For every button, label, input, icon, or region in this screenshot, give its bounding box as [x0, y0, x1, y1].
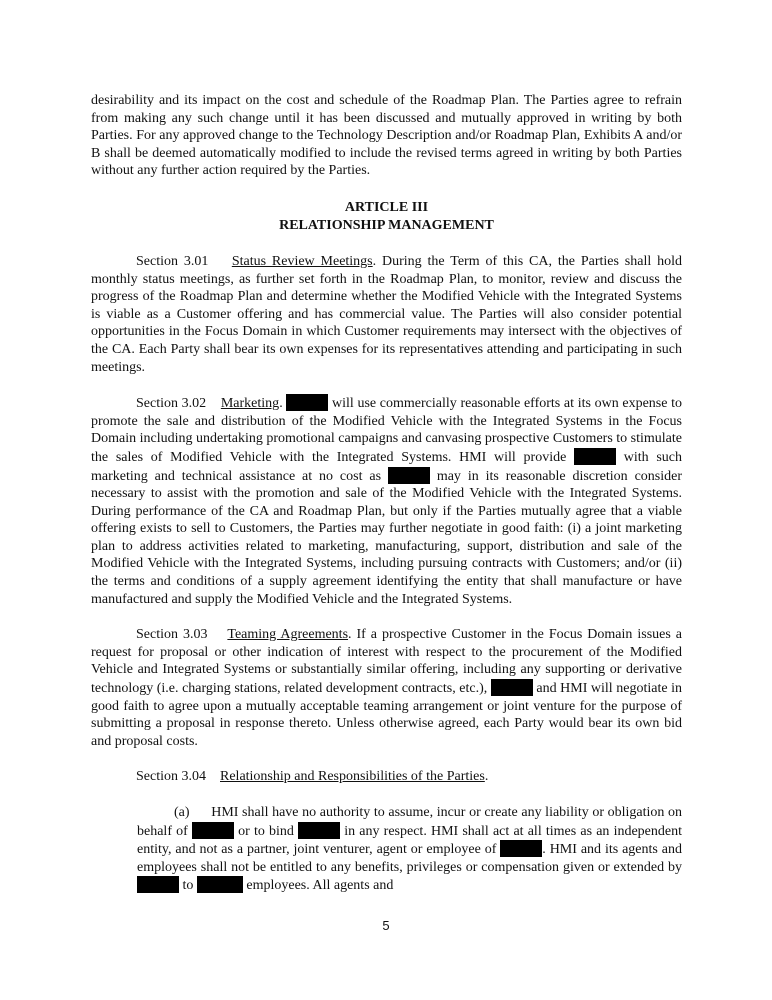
- section-3-02-text-3: with such marketing and technical assistance at no cost as: [91, 449, 682, 484]
- redaction-box: [500, 840, 542, 857]
- section-3-04-label: Section 3.04: [136, 769, 206, 785]
- section-3-04-a-text-6: employees. All agents and: [242, 878, 394, 894]
- section-3-02-title: Marketing: [220, 396, 280, 412]
- section-3-04-a-label: (a): [174, 805, 190, 820]
- section-3-04: [91, 768, 682, 786]
- section-3-01: [91, 253, 682, 376]
- redaction-box: [491, 679, 533, 696]
- section-3-01-title: Status Review Meetings: [231, 253, 373, 269]
- section-3-03: [91, 626, 682, 750]
- section-3-02-text-1: .: [279, 396, 287, 412]
- section-3-04-a-text-1: HMI shall have no authority to assume, incur or create any liability or obligation on behalf of: [137, 805, 682, 839]
- redaction-box: [574, 448, 616, 465]
- section-3-02-text-2: will use commercially reasonable efforts at its own expense to promote the sale and distribution of the Modified Vehicle with the Integrated Systems in the Focus Domain including undertaking promotional campaigns and canvasing prospective Customers to stimulate the sales of Modified Vehicle with the Integrated Systems. HMI will provide: [91, 396, 683, 465]
- section-3-01-text: . During the Term of this CA, the Parties shall hold monthly status meetings, as further set forth in the Roadmap Plan, to monitor, review and discuss the progress of the Roadmap Plan and determine whether the Modified Vehicle with the Integrated Systems is viable as a Customer offering and has commercial value. The Parties will also consider potential opportunities in the Focus Domain in which Customer requirements may intersect with the objectives of the CA. Each Party shall bear its own expenses for its representatives attending and participating in such meetings.: [91, 253, 682, 375]
- article-number: ARTICLE III: [344, 199, 429, 215]
- redaction-box: [286, 394, 328, 411]
- section-3-04-a: [137, 804, 682, 895]
- redaction-box: [192, 822, 234, 839]
- section-3-03-text-2: and HMI will negotiate in good faith to agree upon a mutually acceptable teaming arrangement or joint venture for the purpose of submitting a proposal in response thereto. Unless otherwise agreed, each Party would bear its own bid and proposal costs.: [91, 681, 682, 749]
- section-3-04-title: Relationship and Responsibilities of the Parties: [220, 769, 485, 785]
- section-3-02: [91, 394, 682, 608]
- redaction-box: [197, 876, 243, 893]
- section-3-04-a-text-5: to: [179, 878, 197, 894]
- section-3-04-a-text-2: or to bind: [233, 823, 299, 839]
- section-3-03-title: Teaming Agreements: [227, 627, 349, 643]
- section-3-04-end: .: [484, 769, 489, 785]
- redaction-box: [388, 467, 430, 484]
- article-title: RELATIONSHIP MANAGEMENT: [279, 217, 494, 233]
- redaction-box: [298, 822, 340, 839]
- section-3-02-label: Section 3.02: [136, 396, 207, 412]
- page-number: 5: [382, 918, 390, 933]
- section-3-01-label: Section 3.01: [136, 253, 209, 269]
- section-3-04-a-text-3: in any respect. HMI shall act at all times as an independent entity, and not as a partner, joint venturer, agent or employee of: [137, 823, 682, 858]
- redaction-box: [137, 876, 179, 893]
- section-3-03-label: Section 3.03: [136, 627, 208, 643]
- document-page: [91, 92, 682, 895]
- section-3-03-text-1: . If a prospective Customer in the Focus Domain issues a request for proposal or other indication of interest with respect to the procurement of the Modified Vehicle and Integrated Systems or substantially similar offering, including any supporting or derivative technology (i.e. charging stations, related development contracts, etc.),: [91, 627, 683, 697]
- section-3-04-a-text-4: . HMI and its agents and employees shall not be entitled to any benefits, privileges or compensation given or extended by: [137, 842, 682, 875]
- section-3-02-text-4: may in its reasonable discretion consider necessary to assist with the promotion and sale of the Modified Vehicle with the Integrated Systems. During performance of the CA and Roadmap Plan, but only if the Parties mutually agree that a viable offering exists to sell to Customers, the Parties may further negotiate in good faith: (i) a joint marketing plan to address activities related to marketing, manufacturing, support, distribution and sale of the Modified Vehicle with the Integrated Systems, including pursuing contracts with Customers; and/or (ii) the terms and conditions of a supply agreement identifying the entity that shall manufacture or have manufactured and supply the Modified Vehicle and the Integrated Systems.: [91, 468, 682, 607]
- intro-paragraph: desirability and its impact on the cost and schedule of the Roadmap Plan. The Parties agree to refrain from making any such change until it has been discussed and mutually approved in writing by both Parties. For any approved change to the Technology Description and/or Roadmap Plan, Exhibits A and/or B shall be deemed automatically modified to include the revised terms agreed in writing by both Parties without any further action required by the Parties.: [91, 93, 682, 179]
